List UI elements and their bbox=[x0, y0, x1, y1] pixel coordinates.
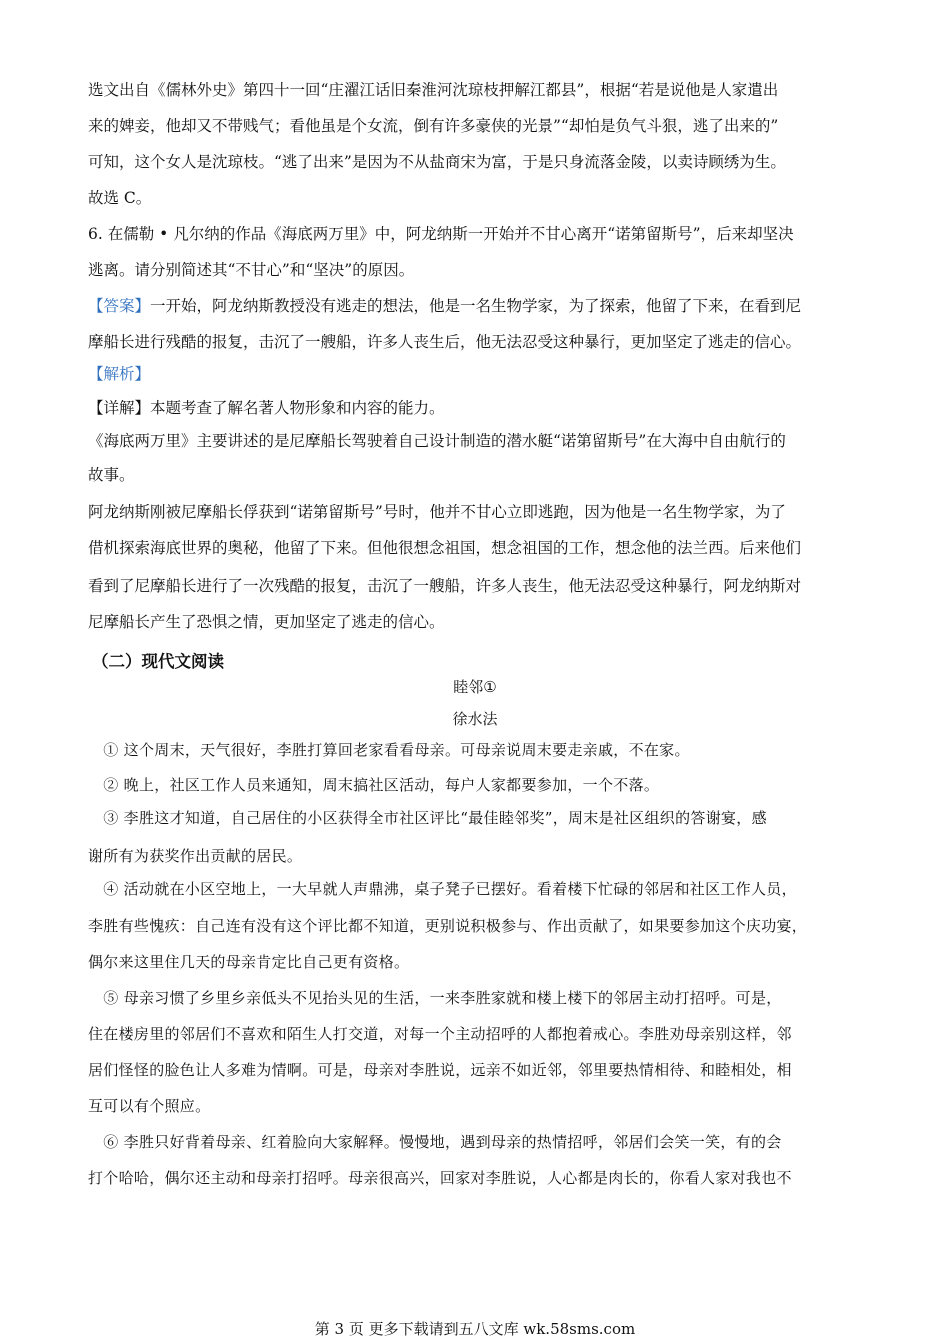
q5-line: 来的婢妾，他却又不带贱气；看他虽是个女流，倒有许多豪侠的光景”“却怕是负气斗狠，逃了出来的” bbox=[88, 117, 779, 135]
article-line: 居们怪怪的脸色让人多难为情啊。可是，母亲对李胜说，远亲不如近邻，邻里要热情相待、和睦相处，相 bbox=[88, 1061, 792, 1079]
q6-body-line: 尼摩船长产生了恐惧之情，更加坚定了逃走的信心。 bbox=[88, 613, 445, 631]
q6-body-line: 阿龙纳斯刚被尼摩船长俘获到“诺第留斯号”号时，他并不甘心立即逃跑，因为他是一名生物学家，为了 bbox=[88, 503, 786, 521]
q6-body-line: 故事。 bbox=[88, 466, 135, 484]
q5-line: 可知，这个女人是沈琼枝。“逃了出来”是因为不从盐商宋为富，于是只身流落金陵，以卖诗顾绣为生。 bbox=[88, 153, 786, 171]
q6-answer-line: 摩船长进行残酷的报复，击沉了一艘船，许多人丧生后，他无法忍受这种暴行，更加坚定了逃走的信心。 bbox=[88, 333, 802, 351]
article-line: ④ 活动就在小区空地上，一大早就人声鼎沸，桌子凳子已摆好。看着楼下忙碌的邻居和社区工作人员， bbox=[88, 880, 797, 898]
article-author: 徐水法 bbox=[452, 710, 498, 728]
q5-line: 选文出自《儒林外史》第四十一回“庄濯江话旧秦淮河沈琼枝押解江都县”，根据“若是说他是人家遣出 bbox=[88, 81, 779, 99]
q6-body-line: 看到了尼摩船长进行了一次残酷的报复，击沉了一艘船，许多人丧生，他无法忍受这种暴行，阿龙纳斯对 bbox=[88, 577, 802, 595]
article-line: 谢所有为获奖作出贡献的居民。 bbox=[88, 847, 303, 865]
analysis-tag: 【解析】 bbox=[88, 365, 151, 383]
detail-line: 【详解】本题考查了解名著人物形象和内容的能力。 bbox=[88, 399, 445, 417]
article-line: ② 晚上，社区工作人员来通知，周末搞社区活动，每户人家都要参加，一个不落。 bbox=[88, 776, 660, 794]
q5-line: 故选 C。 bbox=[88, 189, 152, 207]
article-line: 打个哈哈，偶尔还主动和母亲打招呼。母亲很高兴，回家对李胜说，人心都是肉长的，你看人家对我也不 bbox=[88, 1169, 792, 1187]
answer-text: 一开始，阿龙纳斯教授没有逃走的想法，他是一名生物学家，为了探索，他留了下来，在看到尼 bbox=[150, 297, 802, 315]
q6-body-line: 借机探索海底世界的奥秘，他留了下来。但他很想念祖国，想念祖国的工作，想念他的法兰西。后来他们 bbox=[88, 539, 802, 557]
q6-body-line: 《海底两万里》主要讲述的是尼摩船长驾驶着自己设计制造的潜水艇“诺第留斯号”在大海中自由航行的 bbox=[88, 432, 786, 450]
article-line: ⑥ 李胜只好背着母亲、红着脸向大家解释。慢慢地，遇到母亲的热情招呼，邻居们会笑一笑，有的会 bbox=[88, 1133, 782, 1151]
article-title: 睦邻① bbox=[453, 678, 497, 696]
article-line: 互可以有个照应。 bbox=[88, 1097, 211, 1115]
section-heading: （二）现代文阅读 bbox=[92, 652, 224, 671]
page-footer: 第 3 页 更多下载请到五八文库 wk.58sms.com bbox=[314, 1320, 636, 1338]
article-line: 住在楼房里的邻居们不喜欢和陌生人打交道，对每一个主动招呼的人都抱着戒心。李胜劝母亲别这样，邻 bbox=[88, 1025, 792, 1043]
q6-answer-line bbox=[88, 288, 860, 324]
article-line: 偶尔来这里住几天的母亲肯定比自己更有资格。 bbox=[88, 953, 410, 971]
article-line: ③ 李胜这才知道，自己居住的小区获得全市社区评比“最佳睦邻奖”，周末是社区组织的答谢宴，感 bbox=[88, 809, 767, 827]
article-line: ① 这个周末，天气很好，李胜打算回老家看看母亲。可母亲说周末要走亲戚，不在家。 bbox=[88, 741, 690, 759]
q6-question-line: 逃离。请分别简述其“不甘心”和“坚决”的原因。 bbox=[88, 261, 415, 279]
article-line: ⑤ 母亲习惯了乡里乡亲低头不见抬头见的生活，一来李胜家就和楼上楼下的邻居主动打招呼。可是， bbox=[88, 989, 782, 1007]
q6-question-line: 6. 在儒勒 • 凡尔纳的作品《海底两万里》中，阿龙纳斯一开始并不甘心离开“诺第留斯号”，后来却坚决 bbox=[88, 225, 794, 243]
answer-tag: 【答案】 bbox=[88, 297, 151, 315]
article-line: 李胜有些愧疚：自己连有没有这个评比都不知道，更别说积极参与、作出贡献了，如果要参加这个庆功宴， bbox=[88, 917, 808, 935]
